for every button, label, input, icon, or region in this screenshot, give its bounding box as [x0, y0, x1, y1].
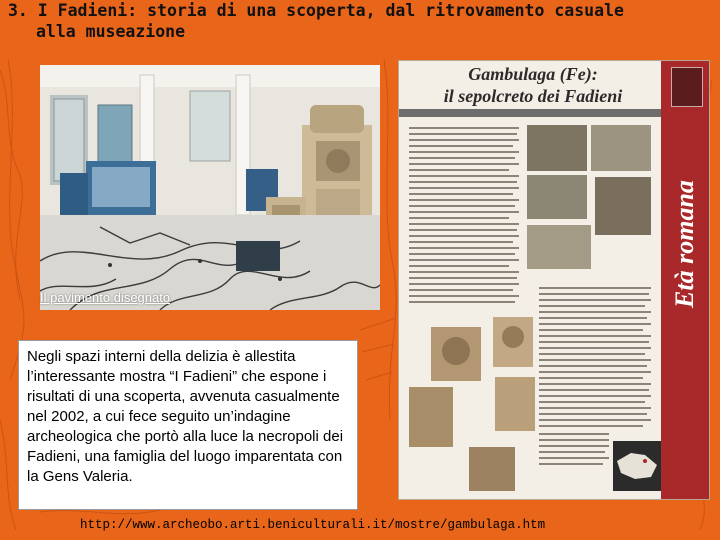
museum-interior-photo [40, 65, 380, 310]
article-page [398, 60, 710, 500]
article-header-bar [399, 109, 661, 117]
photo-caption: Il pavimento disegnato [40, 290, 171, 305]
article-side-label: Età romana [670, 180, 699, 308]
article-logo [671, 67, 703, 107]
description-text: Negli spazi interni della delizia è allestita l’interessante mostra “I Fadieni” che espone i risultati di una scoperta, avvenuta casualmente nel 2002, a cui fece seguito un’indagine archeologica che portò alla luce la necropoli dei Fadieni, una famiglia del luogo imparentata con la Gens Valeria. [27, 348, 344, 485]
slide-header [0, 0, 720, 46]
article-side-band [661, 61, 709, 499]
article-title-line1: Gambulaga (Fe): [468, 64, 598, 84]
description-box [18, 340, 358, 510]
source-url[interactable]: http://www.archeobo.arti.beniculturali.it/mostre/gambulaga.htm [80, 518, 546, 532]
slide-title-line2: alla museazione [36, 22, 186, 41]
museum-photo-illustration [40, 65, 380, 310]
article-title [409, 61, 657, 107]
article-content-illustration [399, 117, 661, 499]
slide-title-line1: 3. I Fadieni: storia di una scoperta, dal ritrovamento casuale [8, 1, 624, 20]
slide-title [8, 0, 708, 42]
article-title-line2: il sepolcreto dei Fadieni [443, 86, 623, 106]
